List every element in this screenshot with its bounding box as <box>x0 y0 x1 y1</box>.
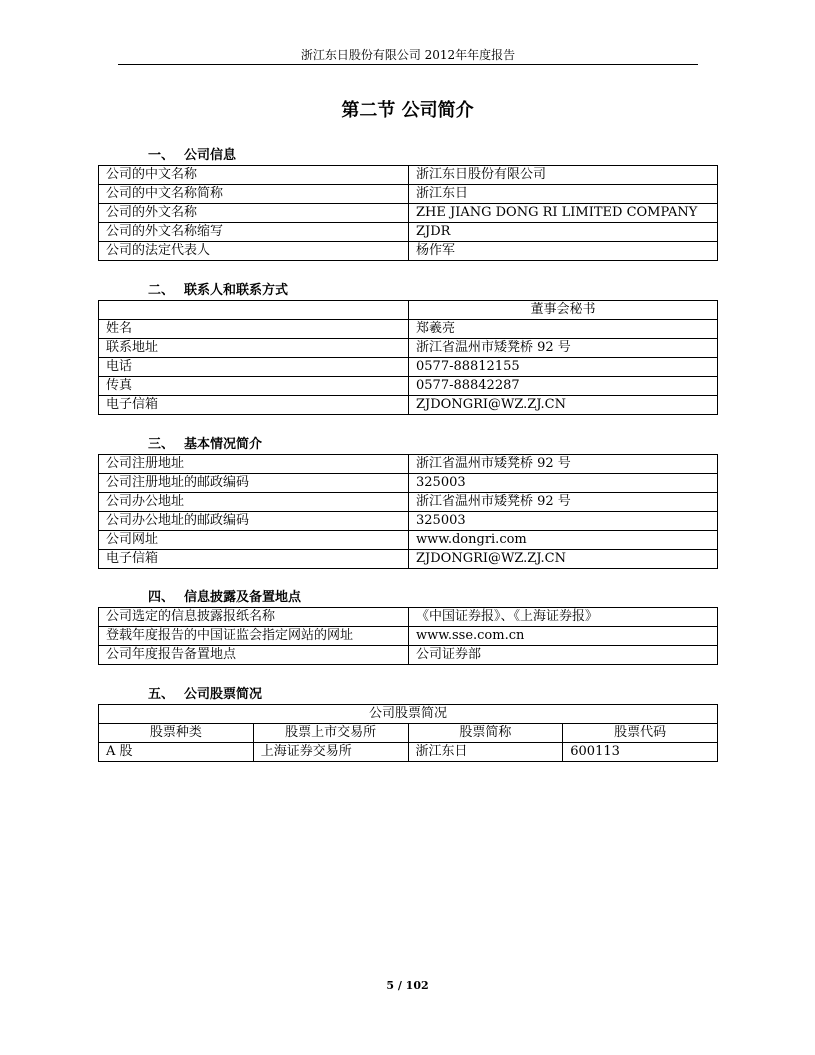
table-row <box>99 396 718 415</box>
table-row <box>99 455 718 474</box>
row-label: 电子信箱 <box>99 550 409 569</box>
section-heading-basic-info <box>148 433 262 452</box>
table-row <box>99 185 718 204</box>
table-row <box>99 627 718 646</box>
row-value: 杨作军 <box>409 242 718 261</box>
empty-header-cell <box>99 301 409 320</box>
table-row <box>99 320 718 339</box>
section-number: 一、 <box>148 148 175 163</box>
row-label: 电子信箱 <box>99 396 409 415</box>
row-label: 公司的外文名称缩写 <box>99 223 409 242</box>
row-value: 《中国证券报》、《上海证券报》 <box>409 608 718 627</box>
section-number: 二、 <box>148 283 175 298</box>
stock-short-name: 浙江东日 <box>408 743 563 762</box>
table-row <box>99 743 718 762</box>
row-label: 公司的中文名称简称 <box>99 185 409 204</box>
stock-type: A 股 <box>99 743 254 762</box>
table-row <box>99 242 718 261</box>
row-value: 浙江东日 <box>409 185 718 204</box>
page-title: 第二节 公司简介 <box>341 100 474 121</box>
section-title: 联系人和联系方式 <box>184 283 289 298</box>
row-label: 公司的法定代表人 <box>99 242 409 261</box>
row-label: 联系地址 <box>99 339 409 358</box>
row-value: 浙江省温州市矮凳桥 92 号 <box>409 493 718 512</box>
row-label: 公司注册地址的邮政编码 <box>99 474 409 493</box>
table-title: 公司股票简况 <box>99 705 718 724</box>
section-title: 公司股票简况 <box>184 687 263 702</box>
stock-table <box>98 704 718 762</box>
section-heading-disclosure <box>148 586 301 605</box>
table-row <box>99 377 718 396</box>
column-header: 股票简称 <box>408 724 563 743</box>
table-title-row <box>99 705 718 724</box>
section-heading-stock <box>148 683 262 702</box>
row-value: 公司证券部 <box>409 646 718 665</box>
row-label: 姓名 <box>99 320 409 339</box>
table-header-row <box>99 301 718 320</box>
stock-code: 600113 <box>563 743 718 762</box>
header-rule <box>118 64 698 65</box>
row-label: 公司网址 <box>99 531 409 550</box>
table-row <box>99 223 718 242</box>
row-value: ZJDONGRI@WZ.ZJ.CN <box>409 550 718 569</box>
row-label: 公司注册地址 <box>99 455 409 474</box>
column-header-secretary: 董事会秘书 <box>409 301 718 320</box>
stock-exchange: 上海证券交易所 <box>253 743 408 762</box>
running-header: 浙江东日股份有限公司 2012年年度报告 <box>300 48 516 62</box>
column-header: 股票代码 <box>563 724 718 743</box>
row-value: 0577-88842287 <box>409 377 718 396</box>
column-header: 股票上市交易所 <box>253 724 408 743</box>
section-number: 三、 <box>148 437 175 452</box>
table-row <box>99 512 718 531</box>
row-value: 郑羲亮 <box>409 320 718 339</box>
table-row <box>99 358 718 377</box>
column-header: 股票种类 <box>99 724 254 743</box>
row-value: ZHE JIANG DONG RI LIMITED COMPANY <box>409 204 718 223</box>
section-title: 基本情况简介 <box>184 437 263 452</box>
table-row <box>99 493 718 512</box>
section-title: 公司信息 <box>184 148 237 163</box>
row-label: 公司年度报告备置地点 <box>99 646 409 665</box>
table-row <box>99 474 718 493</box>
row-label: 公司办公地址 <box>99 493 409 512</box>
row-value: ZJDONGRI@WZ.ZJ.CN <box>409 396 718 415</box>
disclosure-table <box>98 607 718 665</box>
row-label: 公司办公地址的邮政编码 <box>99 512 409 531</box>
table-row <box>99 550 718 569</box>
page-number: 5 / 102 <box>386 979 429 992</box>
table-row <box>99 608 718 627</box>
row-value: 浙江东日股份有限公司 <box>409 166 718 185</box>
row-label: 公司的中文名称 <box>99 166 409 185</box>
table-row <box>99 531 718 550</box>
company-info-table <box>98 165 718 261</box>
table-row <box>99 339 718 358</box>
row-value: 浙江省温州市矮凳桥 92 号 <box>409 339 718 358</box>
row-value: 浙江省温州市矮凳桥 92 号 <box>409 455 718 474</box>
row-label: 公司的外文名称 <box>99 204 409 223</box>
table-row <box>99 204 718 223</box>
section-heading-company-info <box>148 144 236 163</box>
row-value: ZJDR <box>409 223 718 242</box>
basic-info-table <box>98 454 718 569</box>
section-title: 信息披露及备置地点 <box>184 590 302 605</box>
row-label: 电话 <box>99 358 409 377</box>
contacts-table <box>98 300 718 415</box>
table-header-row <box>99 724 718 743</box>
row-value: 0577-88812155 <box>409 358 718 377</box>
section-number: 五、 <box>148 687 175 702</box>
row-label: 登载年度报告的中国证监会指定网站的网址 <box>99 627 409 646</box>
row-label: 传真 <box>99 377 409 396</box>
section-heading-contacts <box>148 279 288 298</box>
row-value: www.dongri.com <box>409 531 718 550</box>
row-label: 公司选定的信息披露报纸名称 <box>99 608 409 627</box>
row-value: www.sse.com.cn <box>409 627 718 646</box>
table-row <box>99 166 718 185</box>
row-value: 325003 <box>409 512 718 531</box>
section-number: 四、 <box>148 590 175 605</box>
row-value: 325003 <box>409 474 718 493</box>
table-row <box>99 646 718 665</box>
